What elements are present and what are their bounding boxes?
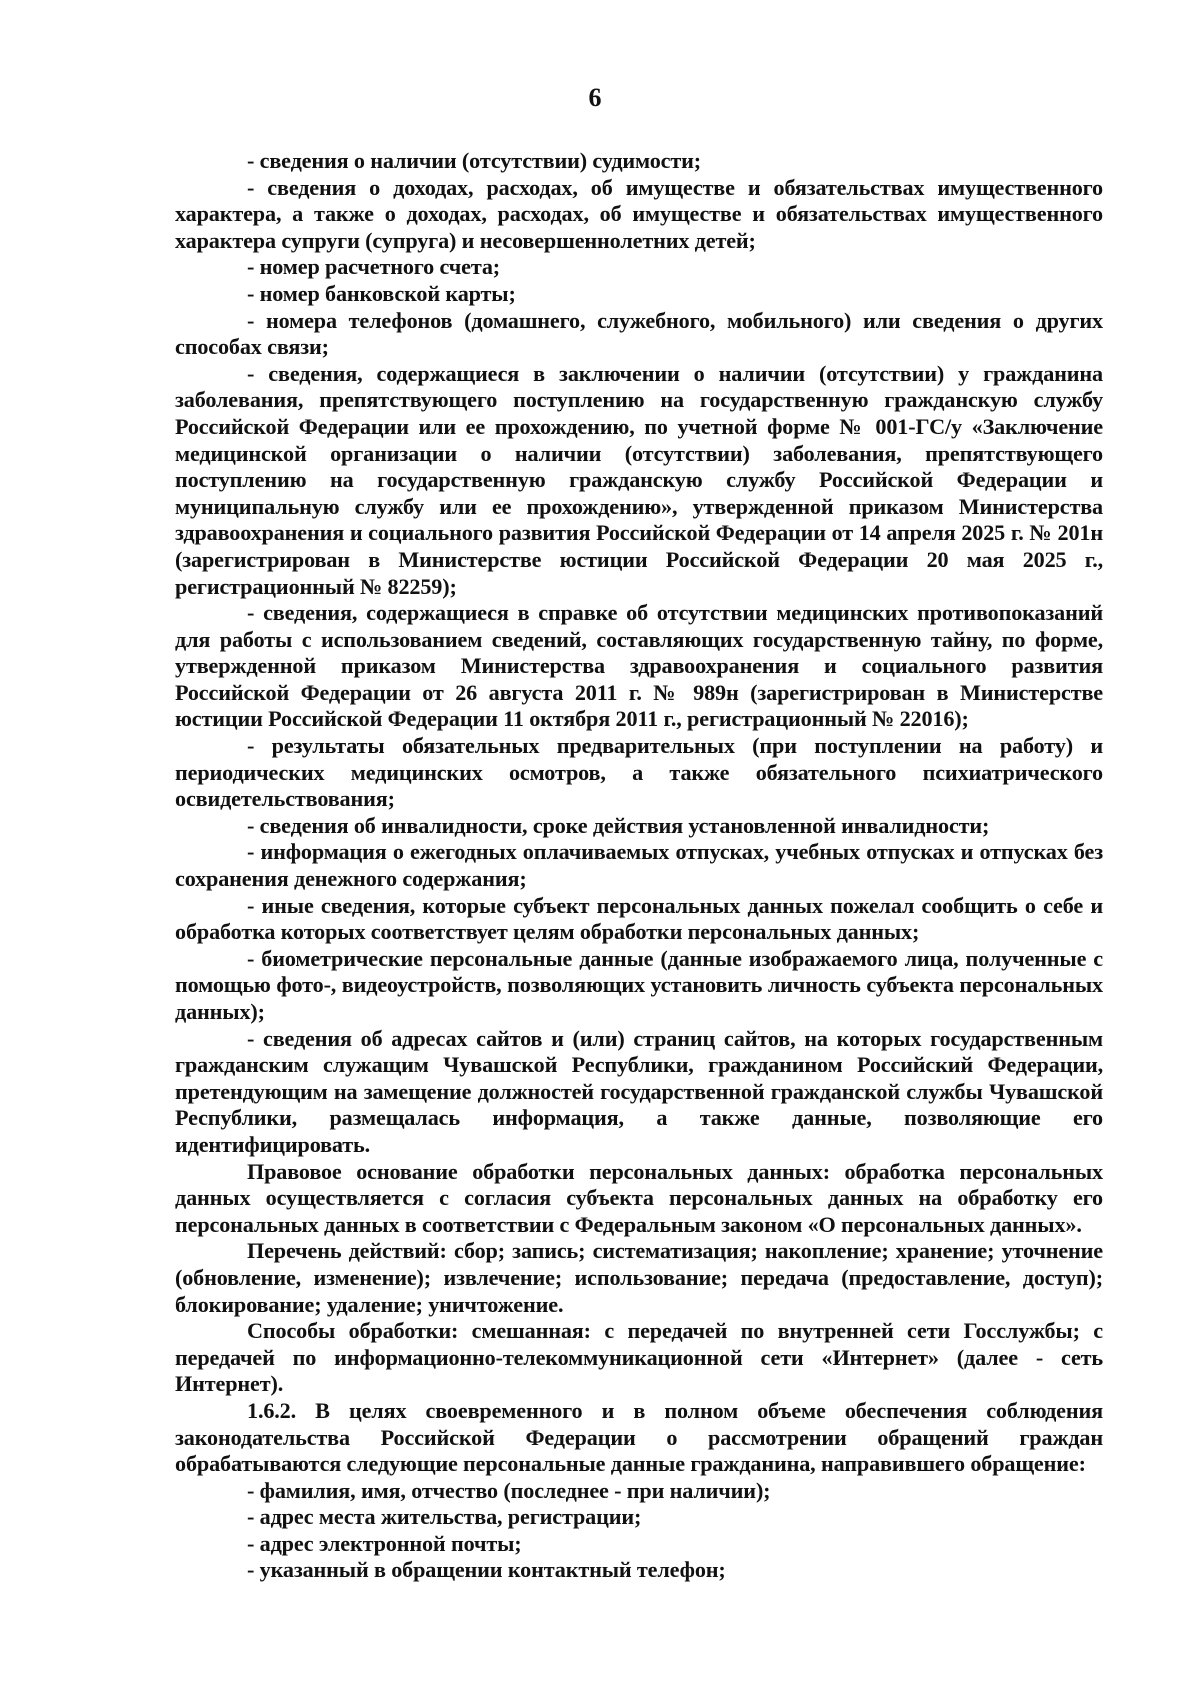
paragraph: - иные сведения, которые субъект персональных данных пожелал сообщить о себе и обработка которых соответствует целям обработки персональных данных; <box>175 892 1103 945</box>
paragraph: - сведения, содержащиеся в заключении о наличии (отсутствии) у гражданина заболевания, препятствующего поступлению на государственную гражданскую службу Российской Федерации или ее прохождению, по учетной форме № 001-ГС/у «Заключение медицинской организации о наличии (отсутствии) заболевания, препятствующего поступлению на государственную гражданскую службу Российской Федерации и муниципальную службу или ее прохождению», утвержденной приказом Министерства здравоохранения и социального развития Российской Федерации от 14 апреля 2025 г. № 201н (зарегистрирован в Министерстве юстиции Российской Федерации 20 мая 2025 г., регистрационный № 82259); <box>175 360 1103 599</box>
paragraph: - адрес электронной почты; <box>247 1530 522 1556</box>
paragraph: - сведения о доходах, расходах, об имуществе и обязательствах имущественного характера, а также о доходах, расходах, об имуществе и обязательствах имущественного характера супруги (супруга) и несовершеннолетних детей; <box>175 174 1103 253</box>
paragraph: - результаты обязательных предварительных (при поступлении на работу) и периодических медицинских осмотров, а также обязательного психиатрического освидетельствования; <box>175 733 1103 812</box>
paragraph: - сведения об инвалидности, сроке действия установленной инвалидности; <box>247 812 990 838</box>
paragraph: - номер банковской карты; <box>247 280 516 306</box>
paragraph: - адрес места жительства, регистрации; <box>247 1504 642 1530</box>
paragraph: - фамилия, имя, отчество (последнее - при наличии); <box>247 1477 771 1503</box>
paragraph: - номера телефонов (домашнего, служебного, мобильного) или сведения о других способах связи; <box>175 307 1103 360</box>
paragraph: - сведения, содержащиеся в справке об отсутствии медицинских противопоказаний для работы с использованием сведений, составляющих государственную тайну, по форме, утвержденной приказом Министерства здравоохранения и социального развития Российской Федерации от 26 августа 2011 г. № 989н (зарегистрирован в Министерстве юстиции Российской Федерации 11 октября 2011 г., регистрационный № 22016); <box>175 600 1103 732</box>
paragraph: - указанный в обращении контактный телефон; <box>247 1557 726 1583</box>
paragraph: - номер расчетного счета; <box>247 254 501 280</box>
paragraph: 1.6.2. В целях своевременного и в полном объеме обеспечения соблюдения законодательства Российской Федерации о рассмотрении обращений граждан обрабатываются следующие персональные данные гражданина, направившего обращение: <box>175 1397 1103 1477</box>
paragraph: Способы обработки: смешанная: с передачей по внутренней сети Госслужбы; с передачей по информационно-телекоммуникационной сети «Интернет» (далее - сеть Интернет). <box>175 1318 1103 1397</box>
paragraph: Перечень действий: сбор; запись; систематизация; накопление; хранение; уточнение (обновление, изменение); извлечение; использование; передача (предоставление, доступ); блокирование; удаление; уничтожение. <box>175 1238 1103 1317</box>
paragraph: - информация о ежегодных оплачиваемых отпусках, учебных отпусках и отпусках без сохранения денежного содержания; <box>175 839 1103 892</box>
paragraph: Правовое основание обработки персональных данных: обработка персональных данных осуществляется с согласия субъекта персональных данных на обработку его персональных данных в соответствии с Федеральным законом «О персональных данных». <box>175 1158 1103 1237</box>
paragraph: - сведения об адресах сайтов и (или) страниц сайтов, на которых государственным гражданским служащим Чувашской Республики, гражданином Российский Федерации, претендующим на замещение должностей государственной гражданской службы Чувашской Республики, размещалась информация, а также данные, позволяющие его идентифицировать. <box>175 1025 1103 1157</box>
paragraph: - биометрические персональные данные (данные изображаемого лица, полученные с помощью фото-, видеоустройств, позволяющих установить личность субъекта персональных данных); <box>175 945 1103 1024</box>
document-body <box>175 148 1103 1584</box>
page-number: 6 <box>588 83 602 112</box>
paragraph: - сведения о наличии (отсутствии) судимости; <box>247 148 701 173</box>
